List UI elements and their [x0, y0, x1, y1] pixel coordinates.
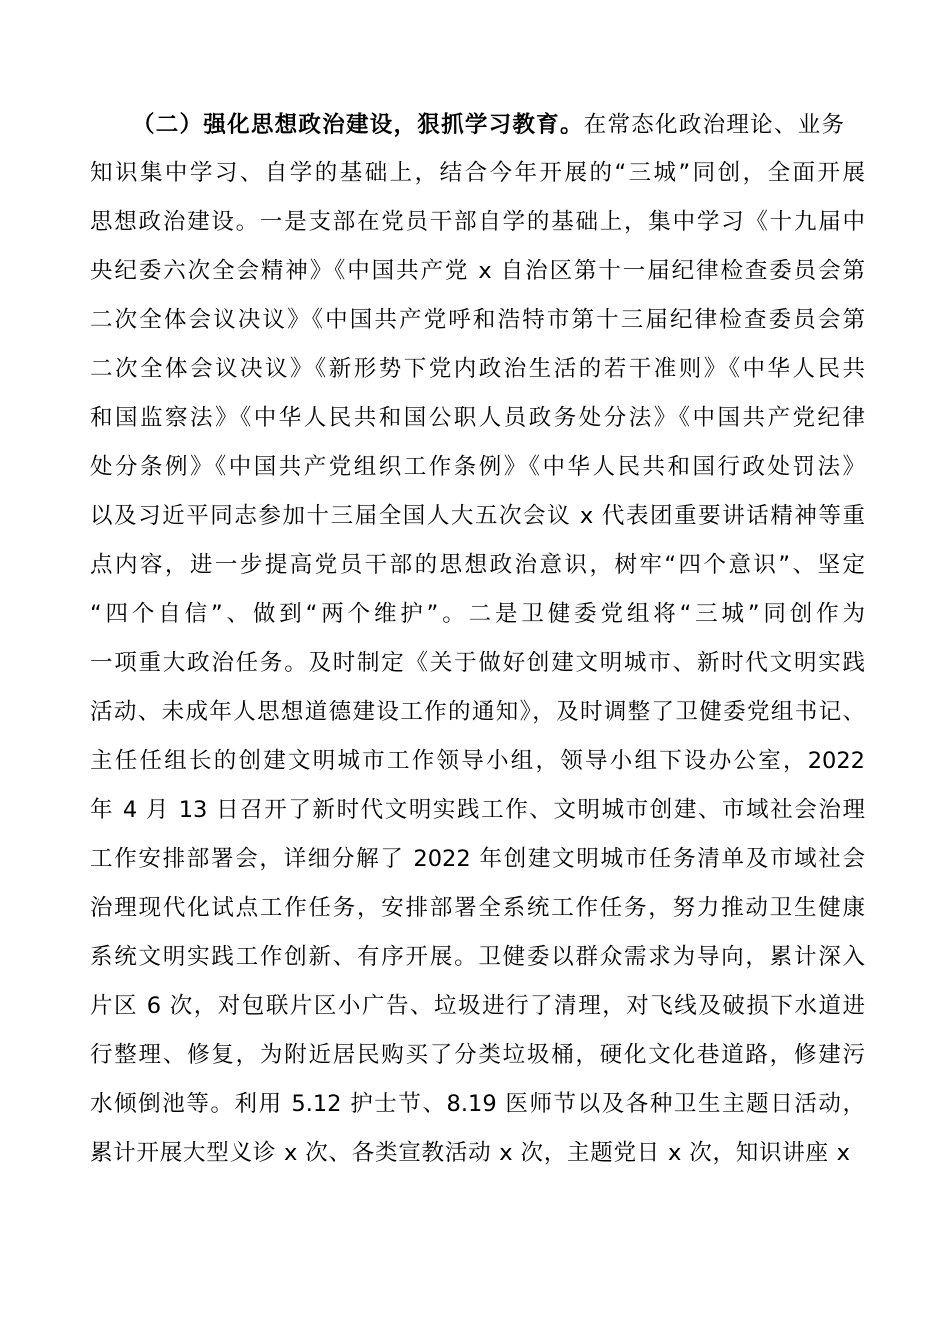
paragraph-line: 一项重大政治任务。及时制定《关于做好创建文明城市、新时代文明实践 [90, 650, 865, 676]
paragraph-line: 年 4 月 13 日召开了新时代文明实践工作、文明城市创建、市域社会治理 [90, 797, 865, 823]
paragraph-line: 知识集中学习、自学的基础上，结合今年开展的“三城”同创，全面开展 [90, 160, 865, 186]
paragraph-line: 系统文明实践工作创新、有序开展。卫健委以群众需求为导向，累计深入 [90, 944, 865, 970]
paragraph-first-line-text: 在常态化政治理论、业务 [583, 112, 844, 138]
paragraph-line: 片区 6 次，对包联片区小广告、垃圾进行了清理，对飞线及破损下水道进 [90, 993, 865, 1019]
paragraph-line: 水倾倒池等。利用 5.12 护士节、8.19 医师节以及各种卫生主题日活动， [90, 1091, 865, 1117]
paragraph-line: 主任任组长的创建文明城市工作领导小组，领导小组下设办公室，2022 [90, 748, 865, 774]
paragraph-line: 治理现代化试点工作任务，安排部署全系统工作任务，努力推动卫生健康 [90, 895, 865, 921]
paragraph-line: 二次全体会议决议》《新形势下党内政治生活的若干准则》《中华人民共 [90, 356, 865, 382]
paragraph-line: 思想政治建设。一是支部在党员干部自学的基础上，集中学习《十九届中 [90, 209, 865, 235]
paragraph-line: 行整理、修复，为附近居民购买了分类垃圾桶，硬化文化巷道路，修建污 [90, 1042, 865, 1068]
paragraph-line: 处分条例》《中国共产党组织工作条例》《中华人民共和国行政处罚法》 [90, 454, 865, 480]
paragraph-line: 活动、未成年人思想道德建设工作的通知》，及时调整了卫健委党组书记、 [90, 699, 865, 725]
paragraph-heading: （二）强化思想政治建设，狠抓学习教育。 [132, 112, 584, 138]
paragraph-line: 点内容，进一步提高党员干部的思想政治意识，树牢“四个意识”、坚定 [90, 552, 865, 578]
paragraph-line: 以及习近平同志参加十三届全国人大五次会议 x 代表团重要讲话精神等重 [90, 503, 865, 529]
paragraph-line: 工作安排部署会，详细分解了 2022 年创建文明城市任务清单及市域社会 [90, 846, 865, 872]
paragraph-line: 二次全体会议决议》《中国共产党呼和浩特市第十三届纪律检查委员会第 [90, 307, 865, 333]
paragraph-line-1 [132, 110, 844, 140]
paragraph-line: 累计开展大型义诊 x 次、各类宣教活动 x 次，主题党日 x 次，知识讲座 x [90, 1140, 850, 1166]
paragraph-line: “四个自信”、做到“两个维护”。二是卫健委党组将“三城”同创作为 [90, 601, 865, 627]
paragraph-line: 央纪委六次全会精神》《中国共产党 x 自治区第十一届纪律检查委员会第 [90, 258, 865, 284]
paragraph-line: 和国监察法》《中华人民共和国公职人员政务处分法》《中国共产党纪律 [90, 405, 865, 431]
